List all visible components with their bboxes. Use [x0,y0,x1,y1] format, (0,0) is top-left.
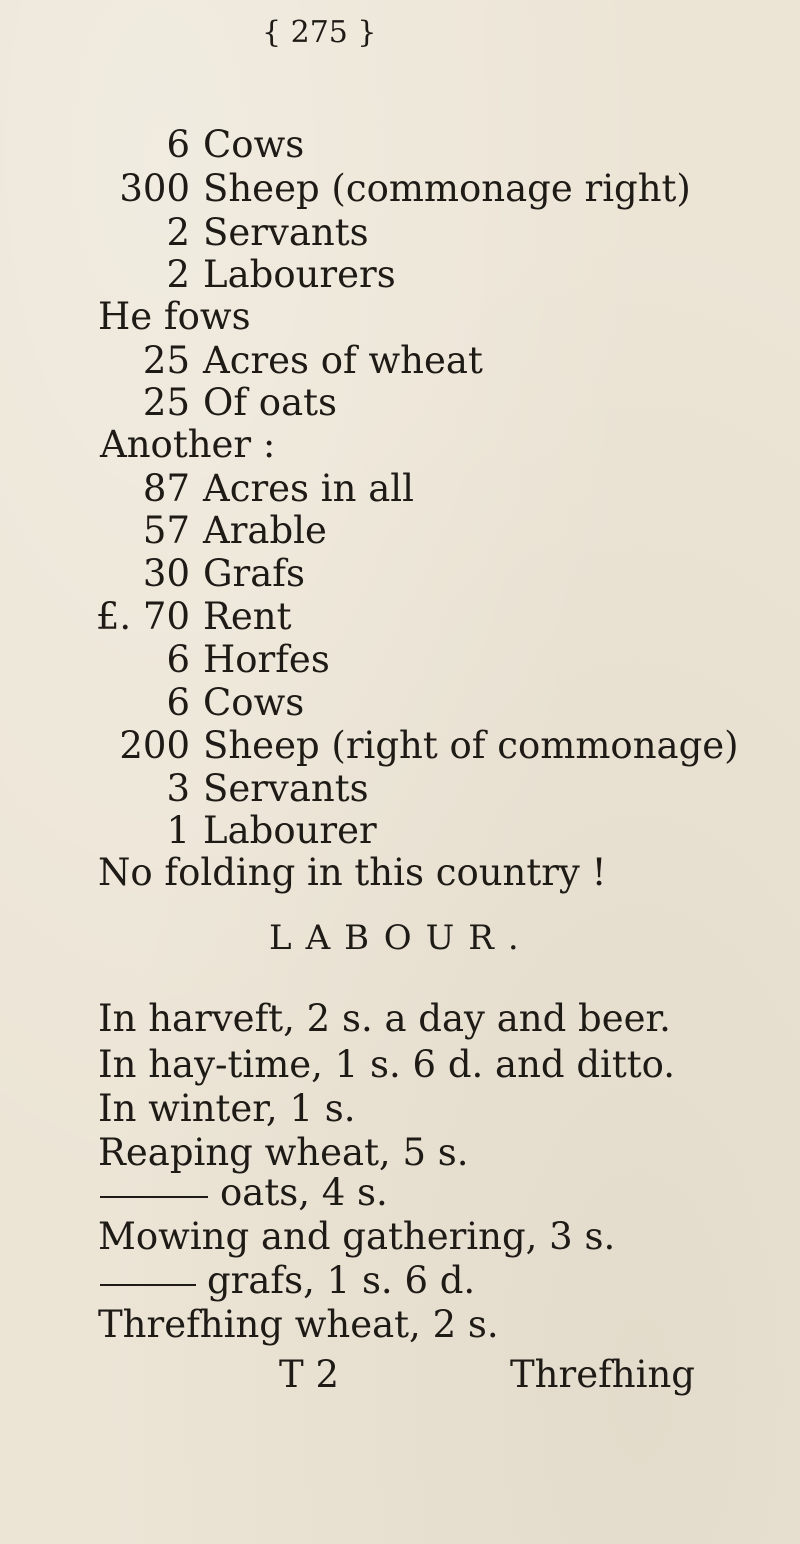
sowing-number: 25 [142,381,190,424]
list-two-text: Servants [203,767,369,810]
section-title: LABOUR. [269,918,533,958]
list-one-text: Labourers [203,253,396,296]
labour-line-grass: grafs, 1 s. 6 d. [207,1259,476,1302]
list-one-number: 6 [166,123,190,166]
labour-line-harvest: In harveft, 2 s. a day and beer. [98,997,671,1040]
labour-line-winter: In winter, 1 s. [98,1087,356,1130]
labour-line-oats: oats, 4 s. [220,1171,388,1214]
list-two-text: Cows [203,681,305,724]
list-one-text: Cows [203,123,305,166]
list-two-text: Arable [203,509,327,552]
labour-line-reaping: Reaping wheat, 5 s. [98,1131,469,1174]
list-two-text: Acres in all [203,467,414,510]
list-one-text: Sheep (commonage right) [203,167,691,210]
page-number-header: { 275 } [262,15,377,50]
ditto-dash [100,1196,208,1198]
list-two-number: 30 [142,552,190,595]
labour-line-hay-time: In hay-time, 1 s. 6 d. and ditto. [98,1043,676,1086]
list-two-number: £. 70 [95,595,190,638]
list-two-number: 3 [166,767,190,810]
list-two-number: 200 [119,724,190,767]
he-sows-heading: He fows [98,295,251,338]
list-two-text: Grafs [203,552,305,595]
list-two-number: 87 [142,467,190,510]
list-one-text: Servants [203,211,369,254]
sowing-number: 25 [142,339,190,382]
labour-line-mowing: Mowing and gathering, 3 s. [98,1215,616,1258]
list-two-number: 1 [166,809,190,852]
ditto-dash [100,1284,196,1286]
signature-mark: T 2 [279,1353,339,1396]
no-folding-line: No folding in this country ! [98,851,607,894]
list-two-number: 6 [166,681,190,724]
list-two-text: Rent [203,595,292,638]
sowing-text: Of oats [203,381,337,424]
list-two-text: Labourer [203,809,377,852]
another-heading: Another : [100,423,276,466]
list-two-text: Sheep (right of commonage) [203,724,739,767]
list-two-text: Horfes [203,638,330,681]
sowing-text: Acres of wheat [203,339,483,382]
list-one-number: 300 [119,167,190,210]
list-one-number: 2 [166,211,190,254]
labour-line-threshing: Threfhing wheat, 2 s. [98,1303,499,1346]
list-two-number: 57 [142,509,190,552]
list-one-number: 2 [166,253,190,296]
catchword: Threfhing [510,1353,695,1396]
list-two-number: 6 [166,638,190,681]
